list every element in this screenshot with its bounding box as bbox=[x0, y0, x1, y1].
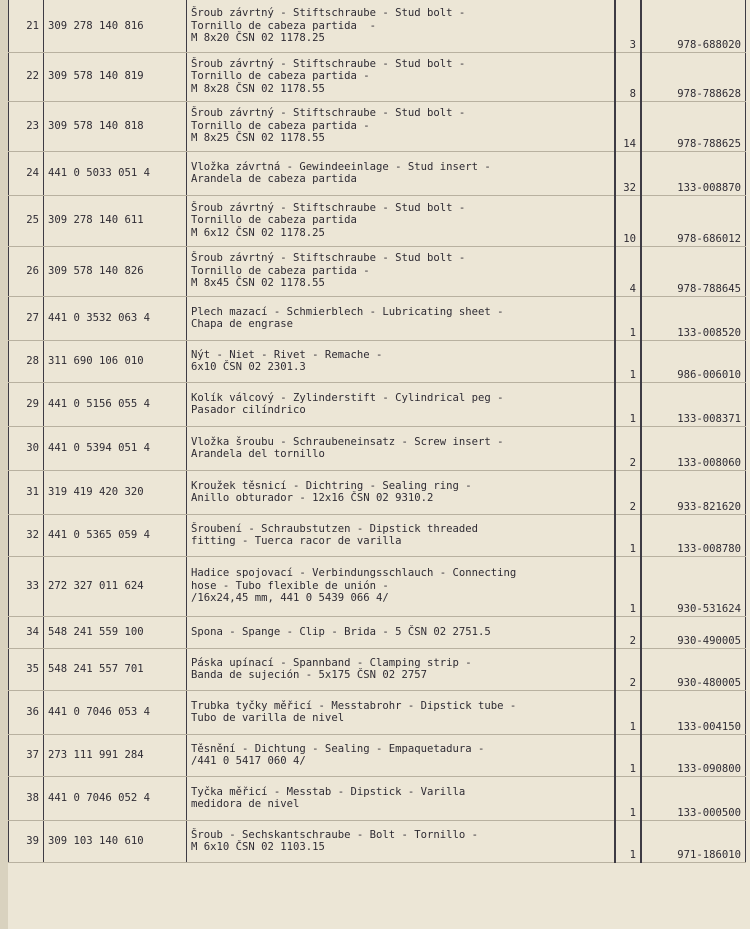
position-number: 29 bbox=[9, 382, 44, 426]
table-row bbox=[9, 246, 746, 296]
part-number: 441 0 7046 052 4 bbox=[44, 776, 187, 820]
table-row bbox=[9, 296, 746, 340]
description-line: Pasador cilíndrico bbox=[191, 404, 306, 416]
description-line: Banda de sujeción - 5x175 ČSN 02 2757 bbox=[191, 669, 427, 681]
description-line: fitting - Tuerca racor de varilla bbox=[191, 535, 402, 547]
part-number: 309 278 140 816 bbox=[44, 0, 187, 52]
quantity: 8 bbox=[615, 52, 641, 101]
description-line: Chapa de engrase bbox=[191, 318, 294, 330]
part-number: 272 327 011 624 bbox=[44, 556, 187, 616]
quantity: 4 bbox=[615, 246, 641, 296]
description-line: Arandela de cabeza partida bbox=[191, 173, 357, 185]
part-description bbox=[187, 426, 616, 470]
description-line: Tubo de varilla de nivel bbox=[191, 712, 345, 724]
position-number: 30 bbox=[9, 426, 44, 470]
order-code: 133-004150 bbox=[641, 690, 746, 734]
parts-table bbox=[8, 0, 746, 863]
position-number: 25 bbox=[9, 195, 44, 246]
position-number: 24 bbox=[9, 151, 44, 195]
position-number: 36 bbox=[9, 690, 44, 734]
description-line: M 8x28 ČSN 02 1178.55 bbox=[191, 82, 325, 95]
order-code: 133-008870 bbox=[641, 151, 746, 195]
part-number: 309 103 140 610 bbox=[44, 820, 187, 862]
table-row bbox=[9, 426, 746, 470]
part-number: 441 0 5156 055 4 bbox=[44, 382, 187, 426]
table-row bbox=[9, 820, 746, 862]
part-number: 548 241 557 701 bbox=[44, 648, 187, 690]
description-line: M 8x20 ČSN 02 1178.25 bbox=[191, 32, 325, 44]
order-code: 978-788645 bbox=[641, 246, 746, 296]
description-line: Šroub závrtný - Stiftschraube - Stud bolt - bbox=[191, 252, 466, 265]
quantity: 2 bbox=[615, 648, 641, 690]
part-description bbox=[187, 382, 616, 426]
table-row bbox=[9, 382, 746, 426]
table-row bbox=[9, 776, 746, 820]
table-row bbox=[9, 52, 746, 101]
position-number: 39 bbox=[9, 820, 44, 862]
position-number: 32 bbox=[9, 514, 44, 556]
description-line: Těsnění - Dichtung - Sealing - Empaquetadura - bbox=[191, 742, 485, 755]
position-number: 31 bbox=[9, 470, 44, 514]
table-row bbox=[9, 734, 746, 776]
description-line: Plech mazací - Schmierblech - Lubricating sheet - bbox=[191, 305, 504, 318]
description-line: Nýt - Niet - Rivet - Remache - bbox=[191, 348, 383, 361]
part-description bbox=[187, 340, 616, 382]
part-description bbox=[187, 296, 616, 340]
quantity: 1 bbox=[615, 734, 641, 776]
quantity: 1 bbox=[615, 340, 641, 382]
position-number: 34 bbox=[9, 616, 44, 648]
description-line: Tornillo de cabeza partida - bbox=[191, 70, 370, 83]
table-row bbox=[9, 648, 746, 690]
table-row bbox=[9, 0, 746, 52]
description-line: Tornillo de cabeza partida - bbox=[191, 19, 376, 32]
order-code: 986-006010 bbox=[641, 340, 746, 382]
description-line: Šroub závrtný - Stiftschraube - Stud bolt - bbox=[191, 7, 466, 19]
description-line: Šroub závrtný - Stiftschraube - Stud bolt - bbox=[191, 201, 466, 214]
part-number: 273 111 991 284 bbox=[44, 734, 187, 776]
description-line: M 8x25 ČSN 02 1178.55 bbox=[191, 132, 325, 145]
part-number: 548 241 559 100 bbox=[44, 616, 187, 648]
description-line: /441 0 5417 060 4/ bbox=[191, 755, 306, 767]
quantity: 3 bbox=[615, 0, 641, 52]
description-line: Spona - Spange - Clip - Brida - 5 ČSN 02 2751.5 bbox=[191, 625, 491, 638]
quantity: 10 bbox=[615, 195, 641, 246]
description-line: Kroužek těsnicí - Dichtring - Sealing ring - bbox=[191, 479, 472, 492]
table-row bbox=[9, 556, 746, 616]
table-row bbox=[9, 101, 746, 151]
order-code: 930-531624 bbox=[641, 556, 746, 616]
description-line: Kolík válcový - Zylinderstift - Cylindrical peg - bbox=[191, 391, 504, 404]
description-line: 6x10 ČSN 02 2301.3 bbox=[191, 361, 306, 373]
part-description bbox=[187, 151, 616, 195]
description-line: Trubka tyčky měřicí - Messtabrohr - Dipstick tube - bbox=[191, 699, 517, 712]
position-number: 22 bbox=[9, 52, 44, 101]
quantity: 1 bbox=[615, 690, 641, 734]
part-description bbox=[187, 820, 616, 862]
description-line: Anillo obturador - 12x16 ČSN 02 9310.2 bbox=[191, 492, 434, 504]
quantity: 32 bbox=[615, 151, 641, 195]
part-number: 309 278 140 611 bbox=[44, 195, 187, 246]
description-line: M 6x10 ČSN 02 1103.15 bbox=[191, 841, 325, 853]
table-row bbox=[9, 514, 746, 556]
order-code: 133-008371 bbox=[641, 382, 746, 426]
quantity: 2 bbox=[615, 470, 641, 514]
quantity: 1 bbox=[615, 514, 641, 556]
quantity: 1 bbox=[615, 820, 641, 862]
table-row bbox=[9, 151, 746, 195]
position-number: 37 bbox=[9, 734, 44, 776]
quantity: 1 bbox=[615, 296, 641, 340]
description-line: hose - Tubo flexible de unión - bbox=[191, 579, 389, 592]
quantity: 1 bbox=[615, 776, 641, 820]
part-description bbox=[187, 470, 616, 514]
table-row bbox=[9, 616, 746, 648]
order-code: 933-821620 bbox=[641, 470, 746, 514]
part-description bbox=[187, 616, 616, 648]
table-row bbox=[9, 340, 746, 382]
description-line: Hadice spojovací - Verbindungsschlauch - Connecting bbox=[191, 567, 517, 580]
part-description bbox=[187, 556, 616, 616]
table-row bbox=[9, 690, 746, 734]
description-line: /16x24,45 mm, 441 0 5439 066 4/ bbox=[191, 592, 389, 605]
part-number: 441 0 7046 053 4 bbox=[44, 690, 187, 734]
order-code: 971-186010 bbox=[641, 820, 746, 862]
part-number: 309 578 140 826 bbox=[44, 246, 187, 296]
description-line: Šroub - Sechskantschraube - Bolt - Tornillo - bbox=[191, 828, 479, 841]
part-description bbox=[187, 776, 616, 820]
description-line: M 6x12 ČSN 02 1178.25 bbox=[191, 226, 325, 239]
description-line: Vložka šroubu - Schraubeneinsatz - Screw insert - bbox=[191, 435, 504, 448]
order-code: 133-008780 bbox=[641, 514, 746, 556]
order-code: 930-480005 bbox=[641, 648, 746, 690]
order-code: 978-686012 bbox=[641, 195, 746, 246]
part-number: 319 419 420 320 bbox=[44, 470, 187, 514]
order-code: 978-788625 bbox=[641, 101, 746, 151]
position-number: 38 bbox=[9, 776, 44, 820]
order-code: 133-090800 bbox=[641, 734, 746, 776]
part-number: 311 690 106 010 bbox=[44, 340, 187, 382]
part-description bbox=[187, 648, 616, 690]
quantity: 14 bbox=[615, 101, 641, 151]
binding-gutter bbox=[0, 0, 8, 929]
part-description bbox=[187, 514, 616, 556]
part-number: 441 0 5365 059 4 bbox=[44, 514, 187, 556]
table-row bbox=[9, 195, 746, 246]
description-line: Tornillo de cabeza partida bbox=[191, 214, 357, 227]
part-description bbox=[187, 690, 616, 734]
table-row bbox=[9, 470, 746, 514]
order-code: 978-788628 bbox=[641, 52, 746, 101]
part-number: 309 578 140 819 bbox=[44, 52, 187, 101]
order-code: 930-490005 bbox=[641, 616, 746, 648]
description-line: Vložka závrtná - Gewindeeinlage - Stud insert - bbox=[191, 160, 491, 173]
description-line: Páska upínací - Spannband - Clamping strip - bbox=[191, 656, 472, 669]
position-number: 28 bbox=[9, 340, 44, 382]
quantity: 2 bbox=[615, 426, 641, 470]
description-line: Šroub závrtný - Stiftschraube - Stud bolt - bbox=[191, 57, 466, 70]
description-line: Arandela del tornillo bbox=[191, 448, 325, 460]
description-line: Šroubení - Schraubstutzen - Dipstick threaded bbox=[191, 522, 479, 535]
part-number: 309 578 140 818 bbox=[44, 101, 187, 151]
part-description bbox=[187, 195, 616, 246]
order-code: 978-688020 bbox=[641, 0, 746, 52]
quantity: 1 bbox=[615, 382, 641, 426]
part-description bbox=[187, 52, 616, 101]
position-number: 21 bbox=[9, 0, 44, 52]
order-code: 133-008520 bbox=[641, 296, 746, 340]
position-number: 23 bbox=[9, 101, 44, 151]
position-number: 35 bbox=[9, 648, 44, 690]
part-number: 441 0 5033 051 4 bbox=[44, 151, 187, 195]
description-line: medidora de nivel bbox=[191, 798, 300, 810]
part-description bbox=[187, 246, 616, 296]
quantity: 1 bbox=[615, 556, 641, 616]
order-code: 133-000500 bbox=[641, 776, 746, 820]
description-line: Šroub závrtný - Stiftschraube - Stud bolt - bbox=[191, 107, 466, 120]
parts-table-body bbox=[9, 0, 746, 862]
part-description bbox=[187, 0, 616, 52]
description-line: Tyčka měřicí - Messtab - Dipstick - Varilla bbox=[191, 785, 466, 798]
description-line: Tornillo de cabeza partida - bbox=[191, 119, 370, 132]
part-number: 441 0 5394 051 4 bbox=[44, 426, 187, 470]
part-description bbox=[187, 734, 616, 776]
part-description bbox=[187, 101, 616, 151]
position-number: 27 bbox=[9, 296, 44, 340]
description-line: M 8x45 ČSN 02 1178.55 bbox=[191, 277, 325, 290]
description-line: Tornillo de cabeza partida - bbox=[191, 264, 370, 277]
position-number: 26 bbox=[9, 246, 44, 296]
position-number: 33 bbox=[9, 556, 44, 616]
order-code: 133-008060 bbox=[641, 426, 746, 470]
part-number: 441 0 3532 063 4 bbox=[44, 296, 187, 340]
quantity: 2 bbox=[615, 616, 641, 648]
